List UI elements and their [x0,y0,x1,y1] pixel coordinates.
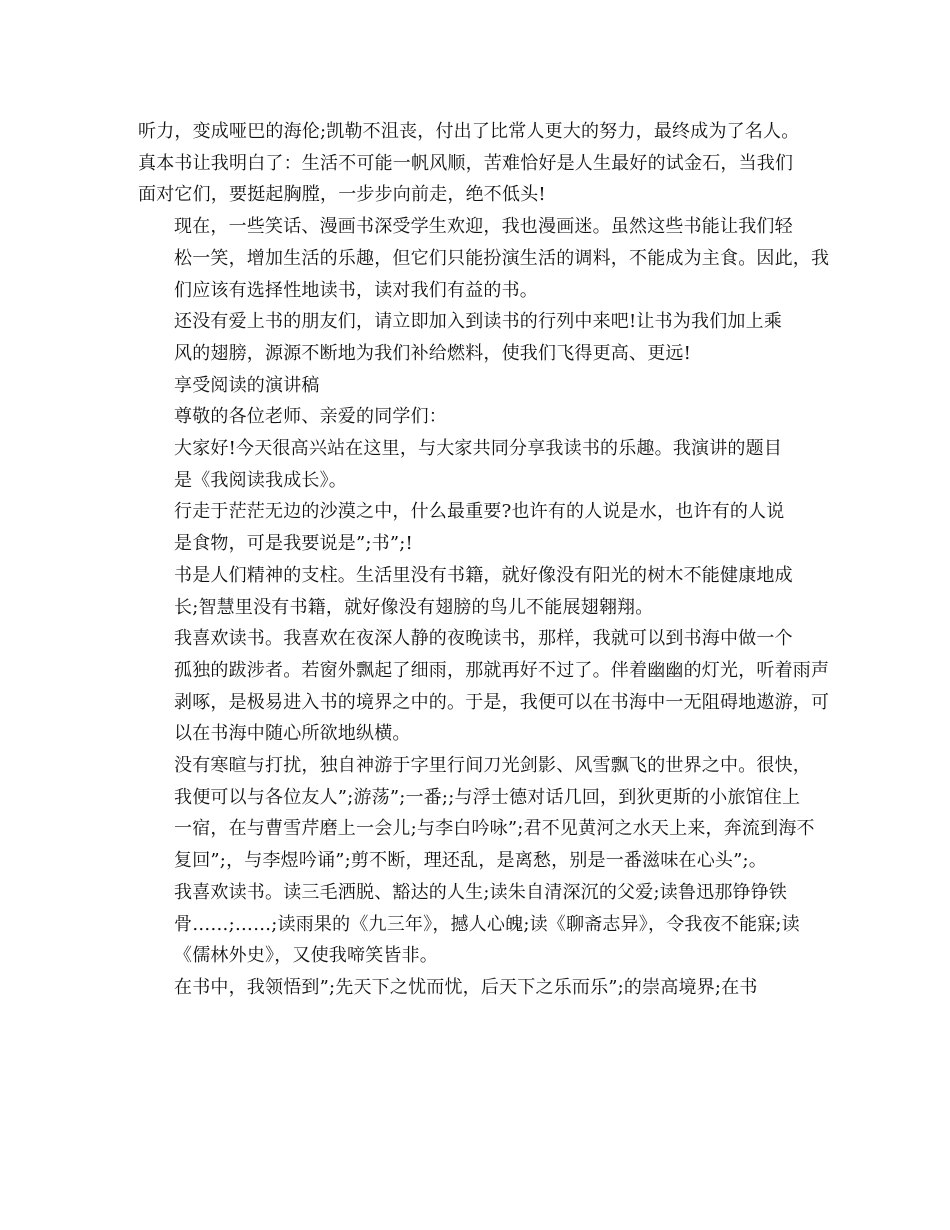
text-line: 以在书海中随心所欲地纵横。 [174,723,411,745]
paragraph-p11 [138,877,828,972]
paragraph-p12 [138,972,828,1004]
paragraph-p6 [138,433,828,496]
text-line: 风的翅膀，源源不断地为我们补给燃料，使我们飞得更高、更远! [174,342,692,364]
document-body [138,116,828,1004]
text-line: 行走于茫茫无边的沙漠之中，什么最重要?也许有的人说是水，也许有的人说 [174,501,785,523]
paragraph-p9 [138,623,828,750]
text-line: 《儒林外史》，又使我啼笑皆非。 [174,945,438,967]
text-line: 孤独的跋涉者。若窗外飘起了细雨，那就再好不过了。伴着幽幽的灯光，听着雨声 [174,659,830,681]
text-line: 我喜欢读书。我喜欢在夜深人静的夜晚读书，那样，我就可以到书海中做一个 [174,628,793,650]
text-line: 是《我阅读我成长》。 [174,469,347,491]
paragraph-p5 [138,401,828,433]
text-line: 尊敬的各位老师、亲爱的同学们： [174,406,447,428]
text-line: 还没有爱上书的朋友们，请立即加入到读书的行列中来吧!让书为我们加上乘 [174,311,783,333]
text-line: 复回”;，与李煜吟诵”;剪不断，理还乱，是离愁，别是一番滋味在心头”;。 [174,850,767,872]
text-line: 听力，变成哑巴的海伦;凯勒不沮丧，付出了比常人更大的努力，最终成为了名人。 [138,121,800,142]
text-line: 大家好!今天很高兴站在这里，与大家共同分享我读书的乐趣。我演讲的题目 [174,438,783,460]
text-line: 骨……;……;读雨果的《九三年》，撼人心魄;读《聊斋志异》，令我夜不能寐;读 [174,913,800,935]
text-line: 我便可以与各位友人”;游荡”;一番;;与浮士德对话几回，到狄更斯的小旅馆住上 [174,786,801,808]
text-line: 一宿，在与曹雪芹磨上一会儿;与李白吟咏”;君不见黄河之水天上来，奔流到海不 [174,818,815,840]
text-line: 我喜欢读书。读三毛洒脱、豁达的人生;读朱自清深沉的父爱;读鲁迅那铮铮铁 [174,881,788,903]
text-line: 们应该有选择性地读书，读对我们有益的书。 [174,279,538,301]
text-line: 现在，一些笑话、漫画书深受学生欢迎，我也漫画迷。虽然这些书能让我们轻 [174,216,793,238]
paragraph-p4 [138,370,828,402]
text-line: 享受阅读的演讲稿 [174,374,320,396]
paragraph-p3 [138,306,828,369]
paragraph-p8 [138,560,828,623]
paragraph-p2 [138,211,828,306]
text-line: 长;智慧里没有书籍，就好像没有翅膀的鸟儿不能展翅翱翔。 [174,596,654,618]
text-line: 书是人们精神的支柱。生活里没有书籍，就好像没有阳光的树木不能健康地成 [174,564,793,586]
text-line: 真本书让我明白了：生活不可能一帆风顺，苦难恰好是人生最好的试金石，当我们 [138,152,794,174]
text-line: 没有寒暄与打扰，独自神游于字里行间刀光剑影、风雪飘飞的世界之中。很快， [174,755,811,777]
paragraph-p7 [138,496,828,559]
paragraph-p1 [138,116,828,211]
text-line: 是食物，可是我要说是”;书”;! [174,533,413,555]
text-line: 松一笑，增加生活的乐趣，但它们只能扮演生活的调料，不能成为主食。因此，我 [174,247,830,269]
paragraph-p10 [138,750,828,877]
text-line: 面对它们，要挺起胸膛，一步步向前走，绝不低头! [138,184,546,206]
text-line: 剥啄，是极易进入书的境界之中的。于是，我便可以在书海中一无阻碍地遨游，可 [174,691,830,713]
text-line: 在书中，我领悟到”;先天下之忧而忧，后天下之乐而乐”;的崇高境界;在书 [174,976,758,998]
